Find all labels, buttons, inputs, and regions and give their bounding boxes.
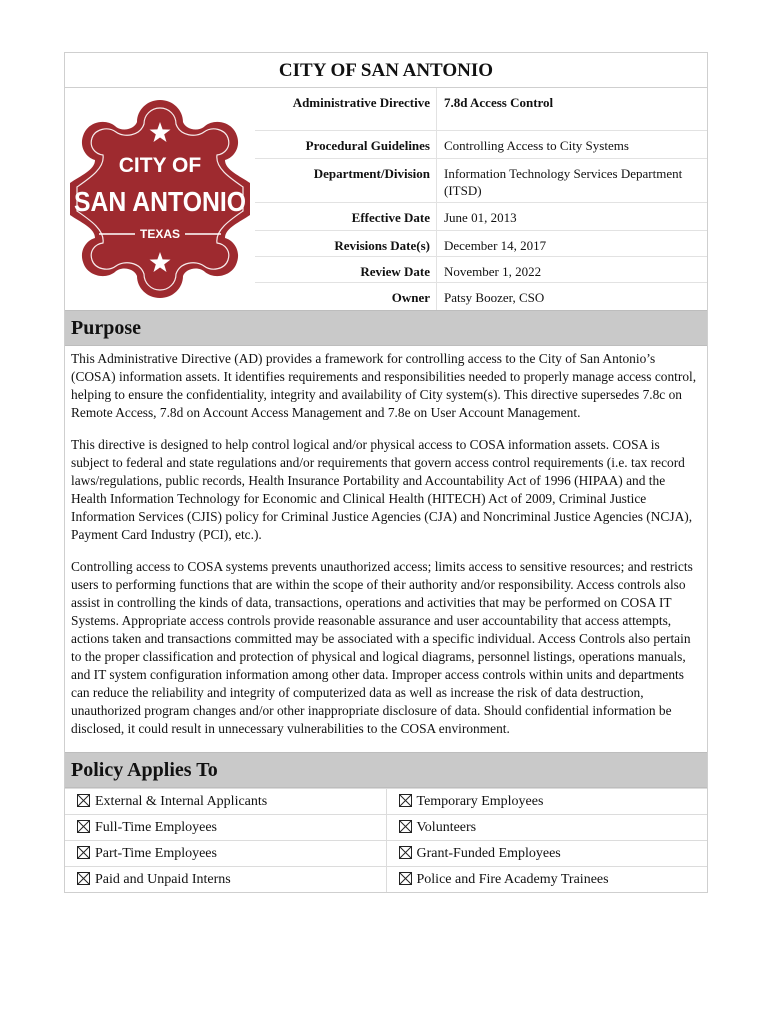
policy-cell <box>386 789 707 815</box>
meta-row <box>255 230 707 256</box>
policy-row <box>65 789 707 815</box>
city-seal-logo <box>65 88 255 310</box>
policy-cell <box>65 789 386 815</box>
document-title: CITY OF SAN ANTONIO <box>65 53 707 88</box>
policy-label: Volunteers <box>416 819 477 835</box>
meta-value: Information Technology Services Department (ITSD) <box>444 165 683 198</box>
purpose-body <box>65 346 707 738</box>
meta-label: Owner <box>391 289 430 305</box>
header-section <box>65 88 707 310</box>
meta-value: December 14, 2017 <box>444 237 547 253</box>
meta-label: Department/Division <box>313 165 430 181</box>
policy-label: External & Internal Applicants <box>95 793 268 809</box>
policy-cell <box>386 815 707 841</box>
logo-text-line1: CITY OF <box>118 154 202 177</box>
meta-row <box>255 158 707 202</box>
policy-label: Part-Time Employees <box>95 845 217 861</box>
checkbox-checked-icon[interactable] <box>77 846 90 859</box>
policy-cell <box>65 841 386 867</box>
policy-cell <box>386 867 707 893</box>
policy-applies-table <box>65 788 707 892</box>
purpose-paragraph: This Administrative Directive (AD) provides a framework for controlling access to the City of San Antonio’s (COSA) information assets. It identifies requirements and responsibilities needed to properly manage access control, helping to ensure the confidentiality, integrity and availability of City system(s). This directive supersedes 7.8c on Remote Access, 7.8d on Account Access Management and 7.8e on User Account Management. <box>71 351 697 420</box>
policy-row <box>65 867 707 893</box>
meta-value: November 1, 2022 <box>444 263 542 279</box>
policy-row <box>65 815 707 841</box>
meta-label: Administrative Directive <box>292 95 430 110</box>
checkbox-checked-icon[interactable] <box>77 872 90 885</box>
meta-row <box>255 282 707 310</box>
meta-row <box>255 88 707 130</box>
purpose-heading: Purpose <box>65 310 707 346</box>
checkbox-checked-icon[interactable] <box>399 820 412 833</box>
meta-value: Controlling Access to City Systems <box>444 137 629 153</box>
meta-label: Effective Date <box>351 209 430 225</box>
meta-label: Review Date <box>360 263 430 279</box>
purpose-paragraph: This directive is designed to help control logical and/or physical access to COSA information assets. COSA is subject to federal and state regulations and/or requirements that govern access control requirements (i.e. tax record laws/regulations, public records, Health Insurance Portability and Accountability Act of 1996 (HIPAA) and the Health Information Technology for Economic and Clinical Health (HITECH) Act of 2009, Criminal Justice Information Services (CJIS) policy for Criminal Justice Agencies (CJA) and Noncriminal Justice Agencies (NCJA), Payment Card Industry (PCI), etc.). <box>71 437 693 542</box>
policy-cell <box>386 841 707 867</box>
checkbox-checked-icon[interactable] <box>77 794 90 807</box>
policy-row <box>65 841 707 867</box>
policy-heading: Policy Applies To <box>65 752 707 788</box>
meta-label: Revisions Date(s) <box>334 237 430 253</box>
purpose-paragraph: Controlling access to COSA systems prevents unauthorized access; limits access to sensitive resources; and restricts users to performing functions that are within the scope of their authority and/or responsibility. Access controls also assist in controlling the kinds of data, transactions, operations and activities that may be performed on COSA IT Systems. Appropriate access controls provide reasonable assurance and user accountability that access attempts, actions taken and transactions committed may be associated with a specific individual. Access Controls also pertain to the proper classification and protection of physical and logical diagrams, personnel listings, operations manuals, and IT system configuration information among other data. Improper access controls within units and departments can reduce the reliability and integrity of computerized data as well as increase the risk of data destruction, unauthorized program changes and/or other inappropriate disclosure of data. Should confidential information be disclosed, it could result in unnecessary vulnerabilities to the COSA environment. <box>71 559 693 736</box>
policy-label: Temporary Employees <box>416 793 544 809</box>
checkbox-checked-icon[interactable] <box>399 872 412 885</box>
meta-row <box>255 130 707 158</box>
logo-text-line3: TEXAS <box>139 227 181 241</box>
checkbox-checked-icon[interactable] <box>399 846 412 859</box>
meta-value: June 01, 2013 <box>444 209 517 225</box>
checkbox-checked-icon[interactable] <box>77 820 90 833</box>
policy-label: Full-Time Employees <box>95 819 217 835</box>
policy-label: Grant-Funded Employees <box>416 845 561 861</box>
meta-value: Patsy Boozer, CSO <box>444 289 545 305</box>
directive-metadata-table <box>255 88 707 310</box>
policy-cell <box>65 867 386 893</box>
policy-label: Police and Fire Academy Trainees <box>416 871 609 887</box>
checkbox-checked-icon[interactable] <box>399 794 412 807</box>
policy-cell <box>65 815 386 841</box>
policy-label: Paid and Unpaid Interns <box>95 871 231 887</box>
meta-row <box>255 256 707 282</box>
meta-label: Procedural Guidelines <box>305 137 430 153</box>
meta-row <box>255 202 707 230</box>
logo-text-line2: SAN ANTONIO <box>74 186 246 217</box>
meta-value: 7.8d Access Control <box>444 95 554 110</box>
directive-document <box>64 52 708 893</box>
